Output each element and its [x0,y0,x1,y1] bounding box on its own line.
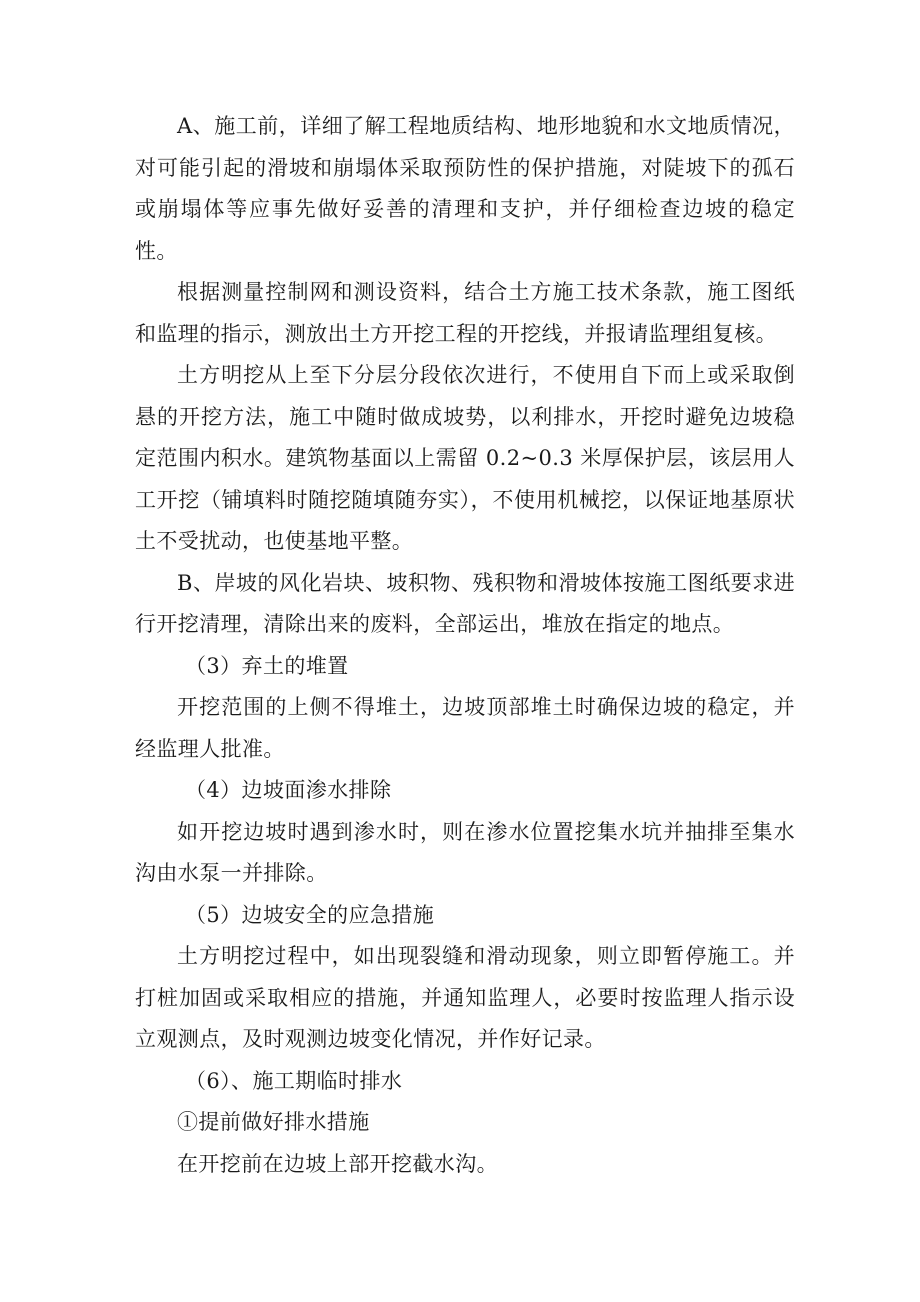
paragraph-intercepting-ditch: 在开挖前在边坡上部开挖截水沟。 [177,1151,498,1176]
paragraph-bank-clearing: B、岸坡的风化岩块、坡积物、残积物和滑坡体按施工图纸要求进行开挖清理，清除出来的废料，全部运出，堆放在指定的地点。 [135,570,795,636]
paragraph-excavation-method: 土方明挖从上至下分层分段依次进行，不使用自下而上或采取倒悬的开挖方法，施工中随时做成坡势，以利排水，开挖时避免边坡稳定范围内积水。建筑物基面以上需留 0.2~0.3 米厚保护层，该层用人工开挖（铺填料时随挖随填随夯实），不使用机械挖，以保证地基原状土不受扰动，也使基地平整。 [135,363,795,553]
section-heading-temporary-drainage: （6）、施工期临时排水 [185,1068,403,1093]
paragraph-slope-prevention: A、施工前，详细了解工程地质结构、地形地貌和水文地质情况，对可能引起的滑坡和崩塌体采取预防性的保护措施，对陡坡下的孤石或崩塌体等应事先做好妥善的清理和支护，并仔细检查边坡的稳定性。 [135,114,795,263]
document-body [135,106,795,1185]
section-heading-seepage-drainage: （4）边坡面渗水排除 [185,778,392,802]
list-item-drainage-measures: ①提前做好排水措施 [177,1110,370,1134]
section-heading-spoil-stacking: （3）弃土的堆置 [185,653,349,678]
paragraph-survey-layout: 根据测量控制网和测设资料，结合土方施工技术条款，施工图纸和监理的指示，测放出土方开挖工程的开挖线，并报请监理组复核。 [135,280,795,346]
paragraph-seepage-drainage: 如开挖边坡时遇到渗水时，则在渗水位置挖集水坑并抽排至集水沟由水泵一并排除。 [135,819,795,885]
paragraph-spoil-stacking: 开挖范围的上侧不得堆土，边坡顶部堆土时确保边坡的稳定，并经监理人批准。 [135,695,795,761]
section-heading-emergency-measures: （5）边坡安全的应急措施 [185,902,435,927]
paragraph-emergency-measures: 土方明挖过程中，如出现裂缝和滑动现象，则立即暂停施工。并打桩加固或采取相应的措施，并通知监理人，必要时按监理人指示设立观测点，及时观测边坡变化情况，并作好记录。 [135,944,795,1051]
